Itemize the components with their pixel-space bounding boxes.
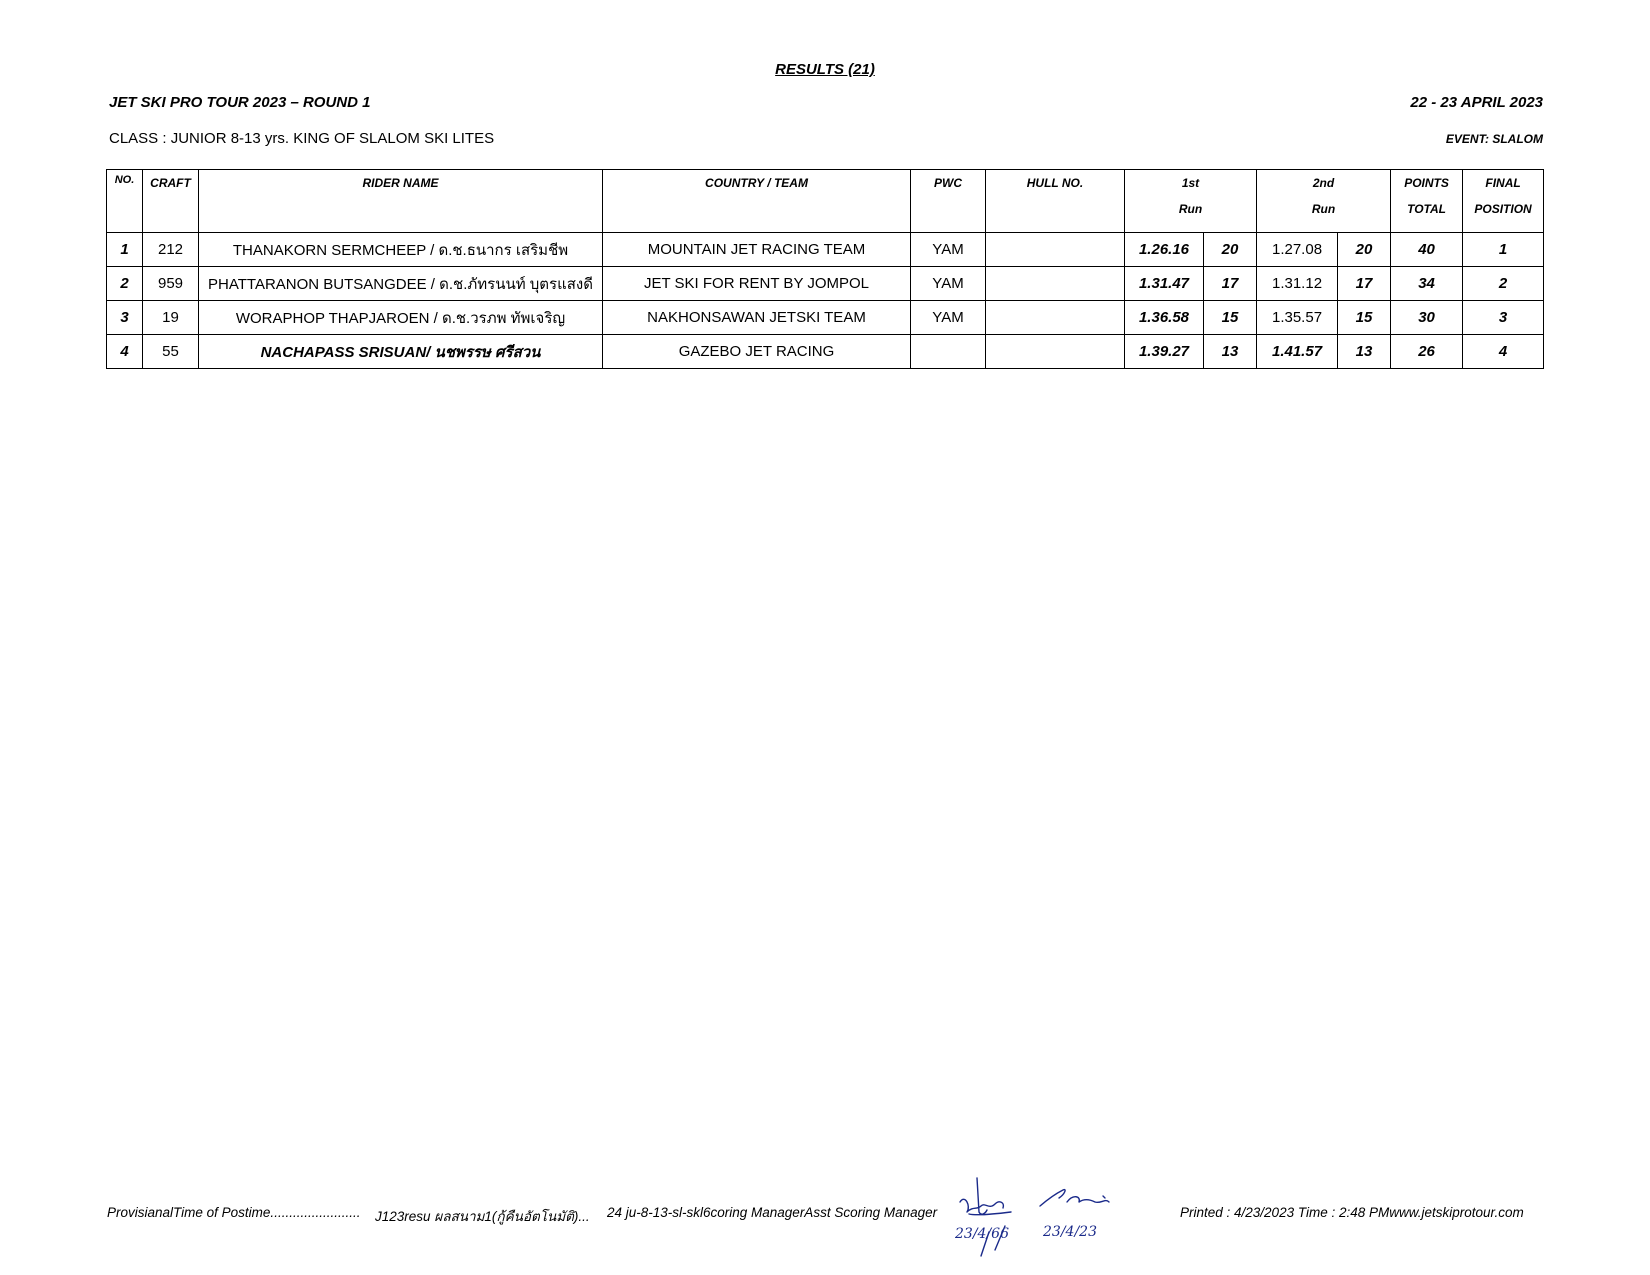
cell-run2-points: 13	[1338, 335, 1391, 369]
cell-team: NAKHONSAWAN JETSKI TEAM	[603, 301, 911, 335]
cell-craft: 55	[143, 335, 199, 369]
signature-date-2: 23/4/23	[1043, 1224, 1097, 1240]
cell-no: 1	[107, 233, 143, 267]
col-points	[1391, 170, 1463, 233]
footer-file: J123resu ผลสนาม1(กู้คืนอัตโนมัติ)...	[375, 1209, 590, 1224]
cell-run1-points: 13	[1204, 335, 1257, 369]
table-row	[107, 335, 1544, 369]
col-final	[1463, 170, 1544, 233]
event-date: 22 - 23 APRIL 2023	[1410, 94, 1543, 111]
cell-run2-time: 1.31.12	[1257, 267, 1338, 301]
cell-pwc: YAM	[911, 233, 986, 267]
col-final-label: FINAL	[1485, 176, 1521, 190]
cell-team: MOUNTAIN JET RACING TEAM	[603, 233, 911, 267]
cell-total: 26	[1391, 335, 1463, 369]
cell-run2-points: 20	[1338, 233, 1391, 267]
cell-no: 4	[107, 335, 143, 369]
cell-total: 34	[1391, 267, 1463, 301]
cell-position: 3	[1463, 301, 1544, 335]
cell-craft: 959	[143, 267, 199, 301]
event-type: EVENT: SLALOM	[1445, 132, 1543, 146]
cell-rider: WORAPHOP THAPJAROEN / ด.ช.วรภพ ทัพเจริญ	[199, 301, 603, 335]
footer-code: 24 ju-8-13-sl-sk	[607, 1205, 701, 1220]
cell-craft: 212	[143, 233, 199, 267]
col-rider: RIDER NAME	[199, 170, 603, 233]
event-name: JET SKI PRO TOUR 2023 – ROUND 1	[109, 94, 371, 111]
col-run1	[1125, 170, 1257, 233]
cell-run2-time: 1.35.57	[1257, 301, 1338, 335]
cell-team: JET SKI FOR RENT BY JOMPOL	[603, 267, 911, 301]
col-run2-label: 2nd	[1312, 176, 1335, 190]
col-run2-sublabel: Run	[1311, 202, 1336, 216]
col-hull: HULL NO.	[986, 170, 1125, 233]
cell-no: 3	[107, 301, 143, 335]
class-line: CLASS : JUNIOR 8-13 yrs. KING OF SLALOM SKI LITES	[109, 130, 495, 147]
cell-hull	[986, 335, 1125, 369]
col-final-sublabel: POSITION	[1474, 202, 1532, 216]
cell-run2-points: 17	[1338, 267, 1391, 301]
cell-run1-time: 1.39.27	[1125, 335, 1204, 369]
cell-total: 40	[1391, 233, 1463, 267]
cell-rider: THANAKORN SERMCHEEP / ด.ช.ธนากร เสริมชีพ	[199, 233, 603, 267]
col-craft: CRAFT	[143, 170, 199, 233]
col-team: COUNTRY / TEAM	[603, 170, 911, 233]
col-pwc: PWC	[911, 170, 986, 233]
header-row	[107, 170, 1544, 233]
col-no: NO.	[107, 170, 143, 233]
table-row	[107, 233, 1544, 267]
col-run1-label: 1st	[1181, 176, 1200, 190]
cell-hull	[986, 301, 1125, 335]
cell-position: 2	[1463, 267, 1544, 301]
signature-date-1: 23/4/66	[955, 1226, 1009, 1242]
cell-pwc: YAM	[911, 301, 986, 335]
col-run1-sublabel: Run	[1178, 202, 1203, 216]
cell-run1-points: 15	[1204, 301, 1257, 335]
cell-rider: NACHAPASS SRISUAN/ นชพรรษ ศรีสวน	[199, 335, 603, 369]
table-row	[107, 267, 1544, 301]
table-row	[107, 301, 1544, 335]
cell-position: 4	[1463, 335, 1544, 369]
footer-provisional: ProvisianalTime of Postime........................	[107, 1205, 361, 1220]
footer-signoff: l6coring ManagerAsst Scoring Manager	[700, 1205, 938, 1220]
cell-run2-time: 1.41.57	[1257, 335, 1338, 369]
cell-team: GAZEBO JET RACING	[603, 335, 911, 369]
signature-image	[955, 1172, 1135, 1262]
cell-run2-time: 1.27.08	[1257, 233, 1338, 267]
col-points-sublabel: TOTAL	[1407, 202, 1446, 216]
cell-pwc: YAM	[911, 267, 986, 301]
results-table	[106, 169, 1544, 369]
cell-total: 30	[1391, 301, 1463, 335]
cell-hull	[986, 233, 1125, 267]
cell-no: 2	[107, 267, 143, 301]
cell-run1-points: 20	[1204, 233, 1257, 267]
cell-pwc	[911, 335, 986, 369]
cell-run1-time: 1.26.16	[1125, 233, 1204, 267]
footer-printed: Printed : 4/23/2023 Time : 2:48 PMwww.jetskiprotour.com	[1180, 1205, 1524, 1220]
cell-run1-time: 1.36.58	[1125, 301, 1204, 335]
col-points-label: POINTS	[1404, 176, 1449, 190]
col-run2	[1257, 170, 1391, 233]
cell-run1-points: 17	[1204, 267, 1257, 301]
cell-hull	[986, 267, 1125, 301]
cell-rider: PHATTARANON BUTSANGDEE / ด.ช.ภัทรนนท์ บุตรแสงดี	[199, 267, 603, 301]
cell-position: 1	[1463, 233, 1544, 267]
cell-run2-points: 15	[1338, 301, 1391, 335]
cell-craft: 19	[143, 301, 199, 335]
cell-run1-time: 1.31.47	[1125, 267, 1204, 301]
results-title: RESULTS (21)	[775, 61, 875, 78]
